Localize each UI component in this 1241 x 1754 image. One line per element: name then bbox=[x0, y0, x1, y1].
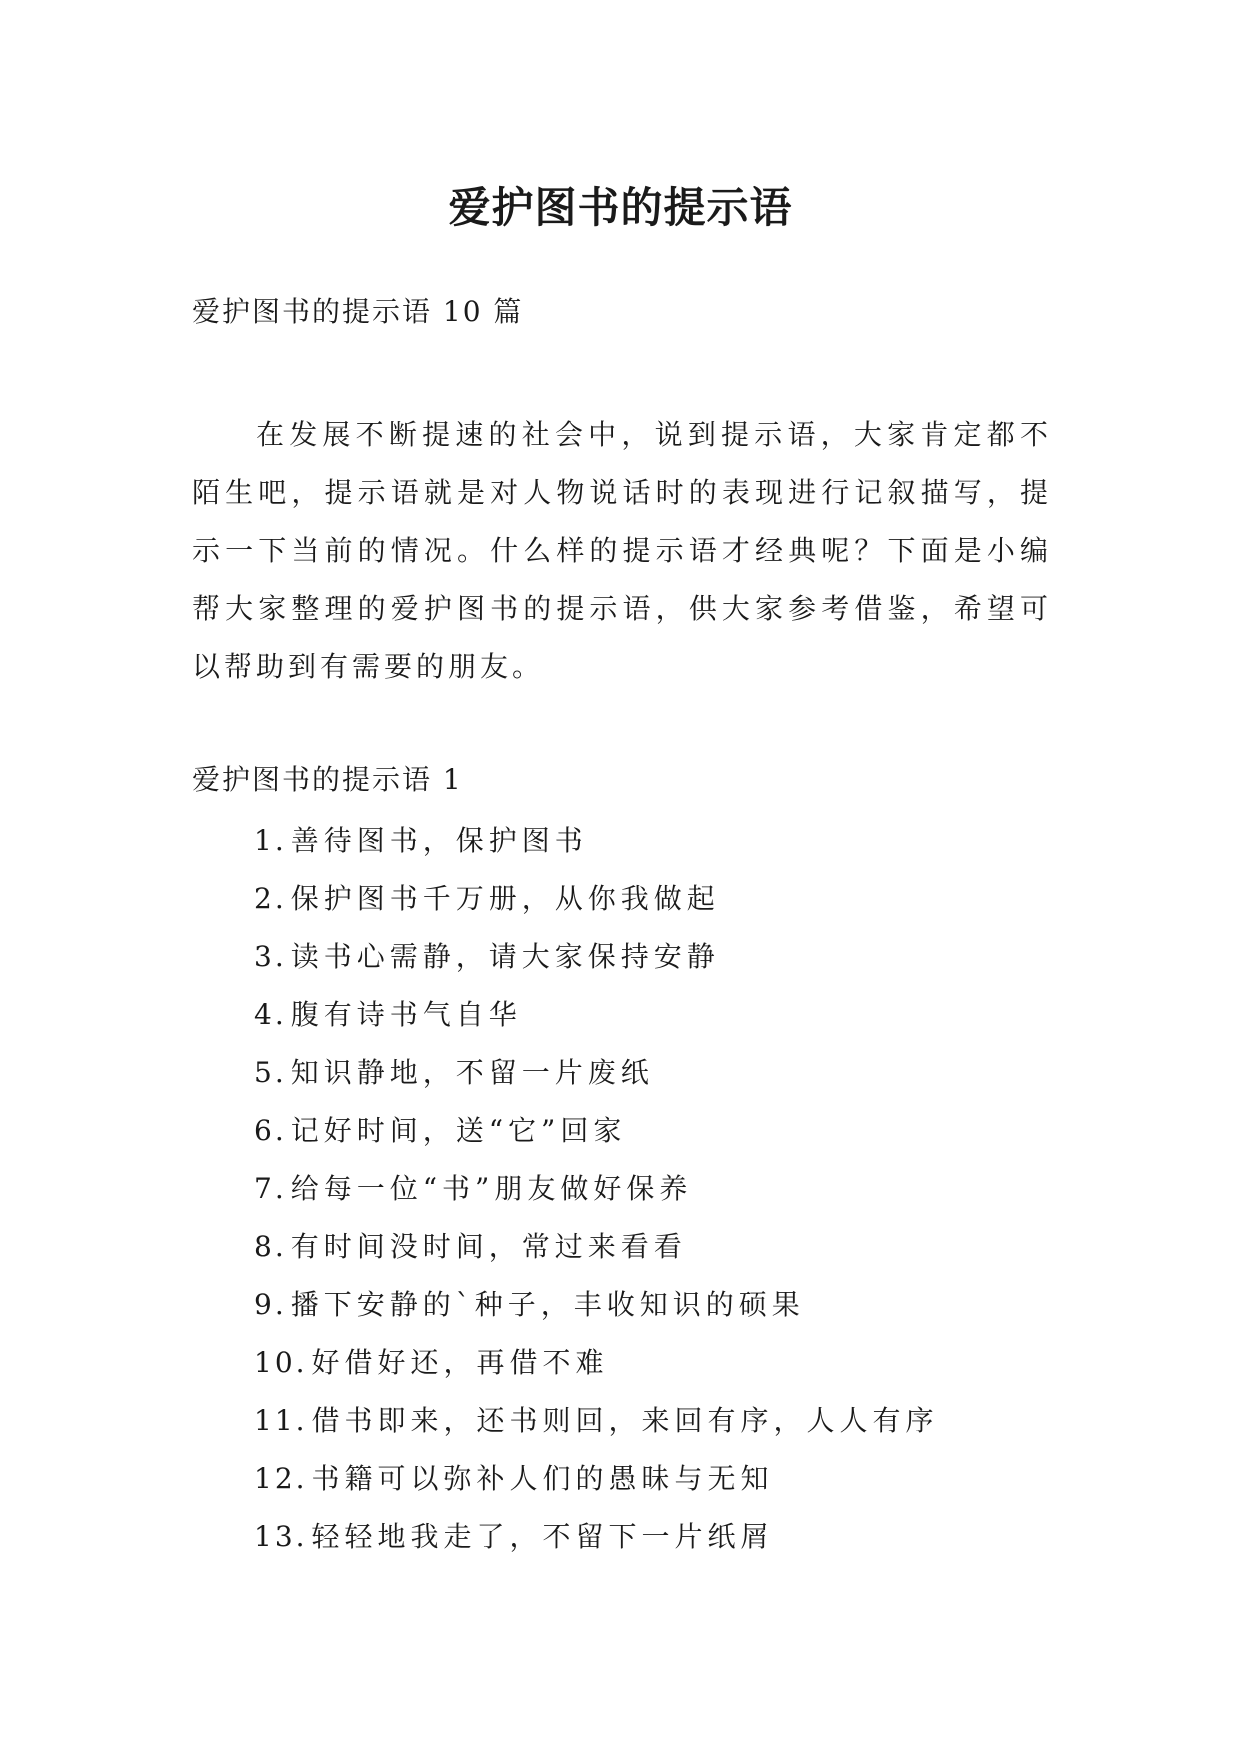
tip-text: 记好时间，送“它”回家 bbox=[290, 1114, 627, 1147]
tip-text: 腹有诗书气自华 bbox=[290, 998, 522, 1031]
tip-number: 2. bbox=[254, 882, 287, 915]
tip-text: 给每一位“书”朋友做好保养 bbox=[290, 1172, 693, 1205]
tip-number: 1. bbox=[254, 824, 287, 857]
tips-list bbox=[254, 812, 939, 1566]
tip-number: 5. bbox=[254, 1056, 287, 1089]
tip-number: 12. bbox=[254, 1462, 308, 1495]
tip-number: 3. bbox=[254, 940, 287, 973]
tip-item-13 bbox=[254, 1508, 939, 1566]
tip-text: 保护图书千万册，从你我做起 bbox=[290, 882, 720, 915]
tip-item-2 bbox=[254, 870, 939, 928]
tip-number: 8. bbox=[254, 1230, 287, 1263]
tip-text: 好借好还，再借不难 bbox=[311, 1346, 609, 1379]
tip-item-9 bbox=[254, 1276, 939, 1334]
document-title: 爱护图书的提示语 bbox=[448, 183, 793, 233]
tip-item-1 bbox=[254, 812, 939, 870]
tip-item-5 bbox=[254, 1044, 939, 1102]
tip-item-8 bbox=[254, 1218, 939, 1276]
tip-text: 轻轻地我走了，不留下一片纸屑 bbox=[311, 1520, 774, 1553]
tip-text: 播下安静的`种子，丰收知识的硕果 bbox=[290, 1288, 805, 1321]
tip-text: 善待图书，保护图书 bbox=[290, 824, 588, 857]
tip-text: 读书心需静，请大家保持安静 bbox=[290, 940, 720, 973]
tip-number: 13. bbox=[254, 1520, 308, 1553]
tip-text: 借书即来，还书则回，来回有序，人人有序 bbox=[311, 1404, 939, 1437]
tip-item-10 bbox=[254, 1334, 939, 1392]
document-subtitle: 爱护图书的提示语 10 篇 bbox=[192, 295, 524, 328]
section-heading: 爱护图书的提示语 1 bbox=[192, 763, 463, 796]
tip-item-3 bbox=[254, 928, 939, 986]
tip-item-6 bbox=[254, 1102, 939, 1160]
tip-item-7 bbox=[254, 1160, 939, 1218]
tip-item-12 bbox=[254, 1450, 939, 1508]
tip-number: 7. bbox=[254, 1172, 287, 1205]
tip-text: 有时间没时间，常过来看看 bbox=[290, 1230, 687, 1263]
tip-text: 知识静地，不留一片废纸 bbox=[290, 1056, 654, 1089]
tip-item-4 bbox=[254, 986, 939, 1044]
tip-number: 10. bbox=[254, 1346, 308, 1379]
tip-number: 9. bbox=[254, 1288, 287, 1321]
tip-number: 11. bbox=[254, 1404, 308, 1437]
tip-item-11 bbox=[254, 1392, 939, 1450]
tip-text: 书籍可以弥补人们的愚昧与无知 bbox=[311, 1462, 774, 1495]
intro-paragraph: 在发展不断提速的社会中，说到提示语，大家肯定都不陌生吧，提示语就是对人物说话时的表现进行记叙描写，提示一下当前的情况。什么样的提示语才经典呢？下面是小编帮大家整理的爱护图书的提示语，供大家参考借鉴，希望可以帮助到有需要的朋友。 bbox=[192, 418, 1052, 683]
tip-number: 6. bbox=[254, 1114, 287, 1147]
tip-number: 4. bbox=[254, 998, 287, 1031]
